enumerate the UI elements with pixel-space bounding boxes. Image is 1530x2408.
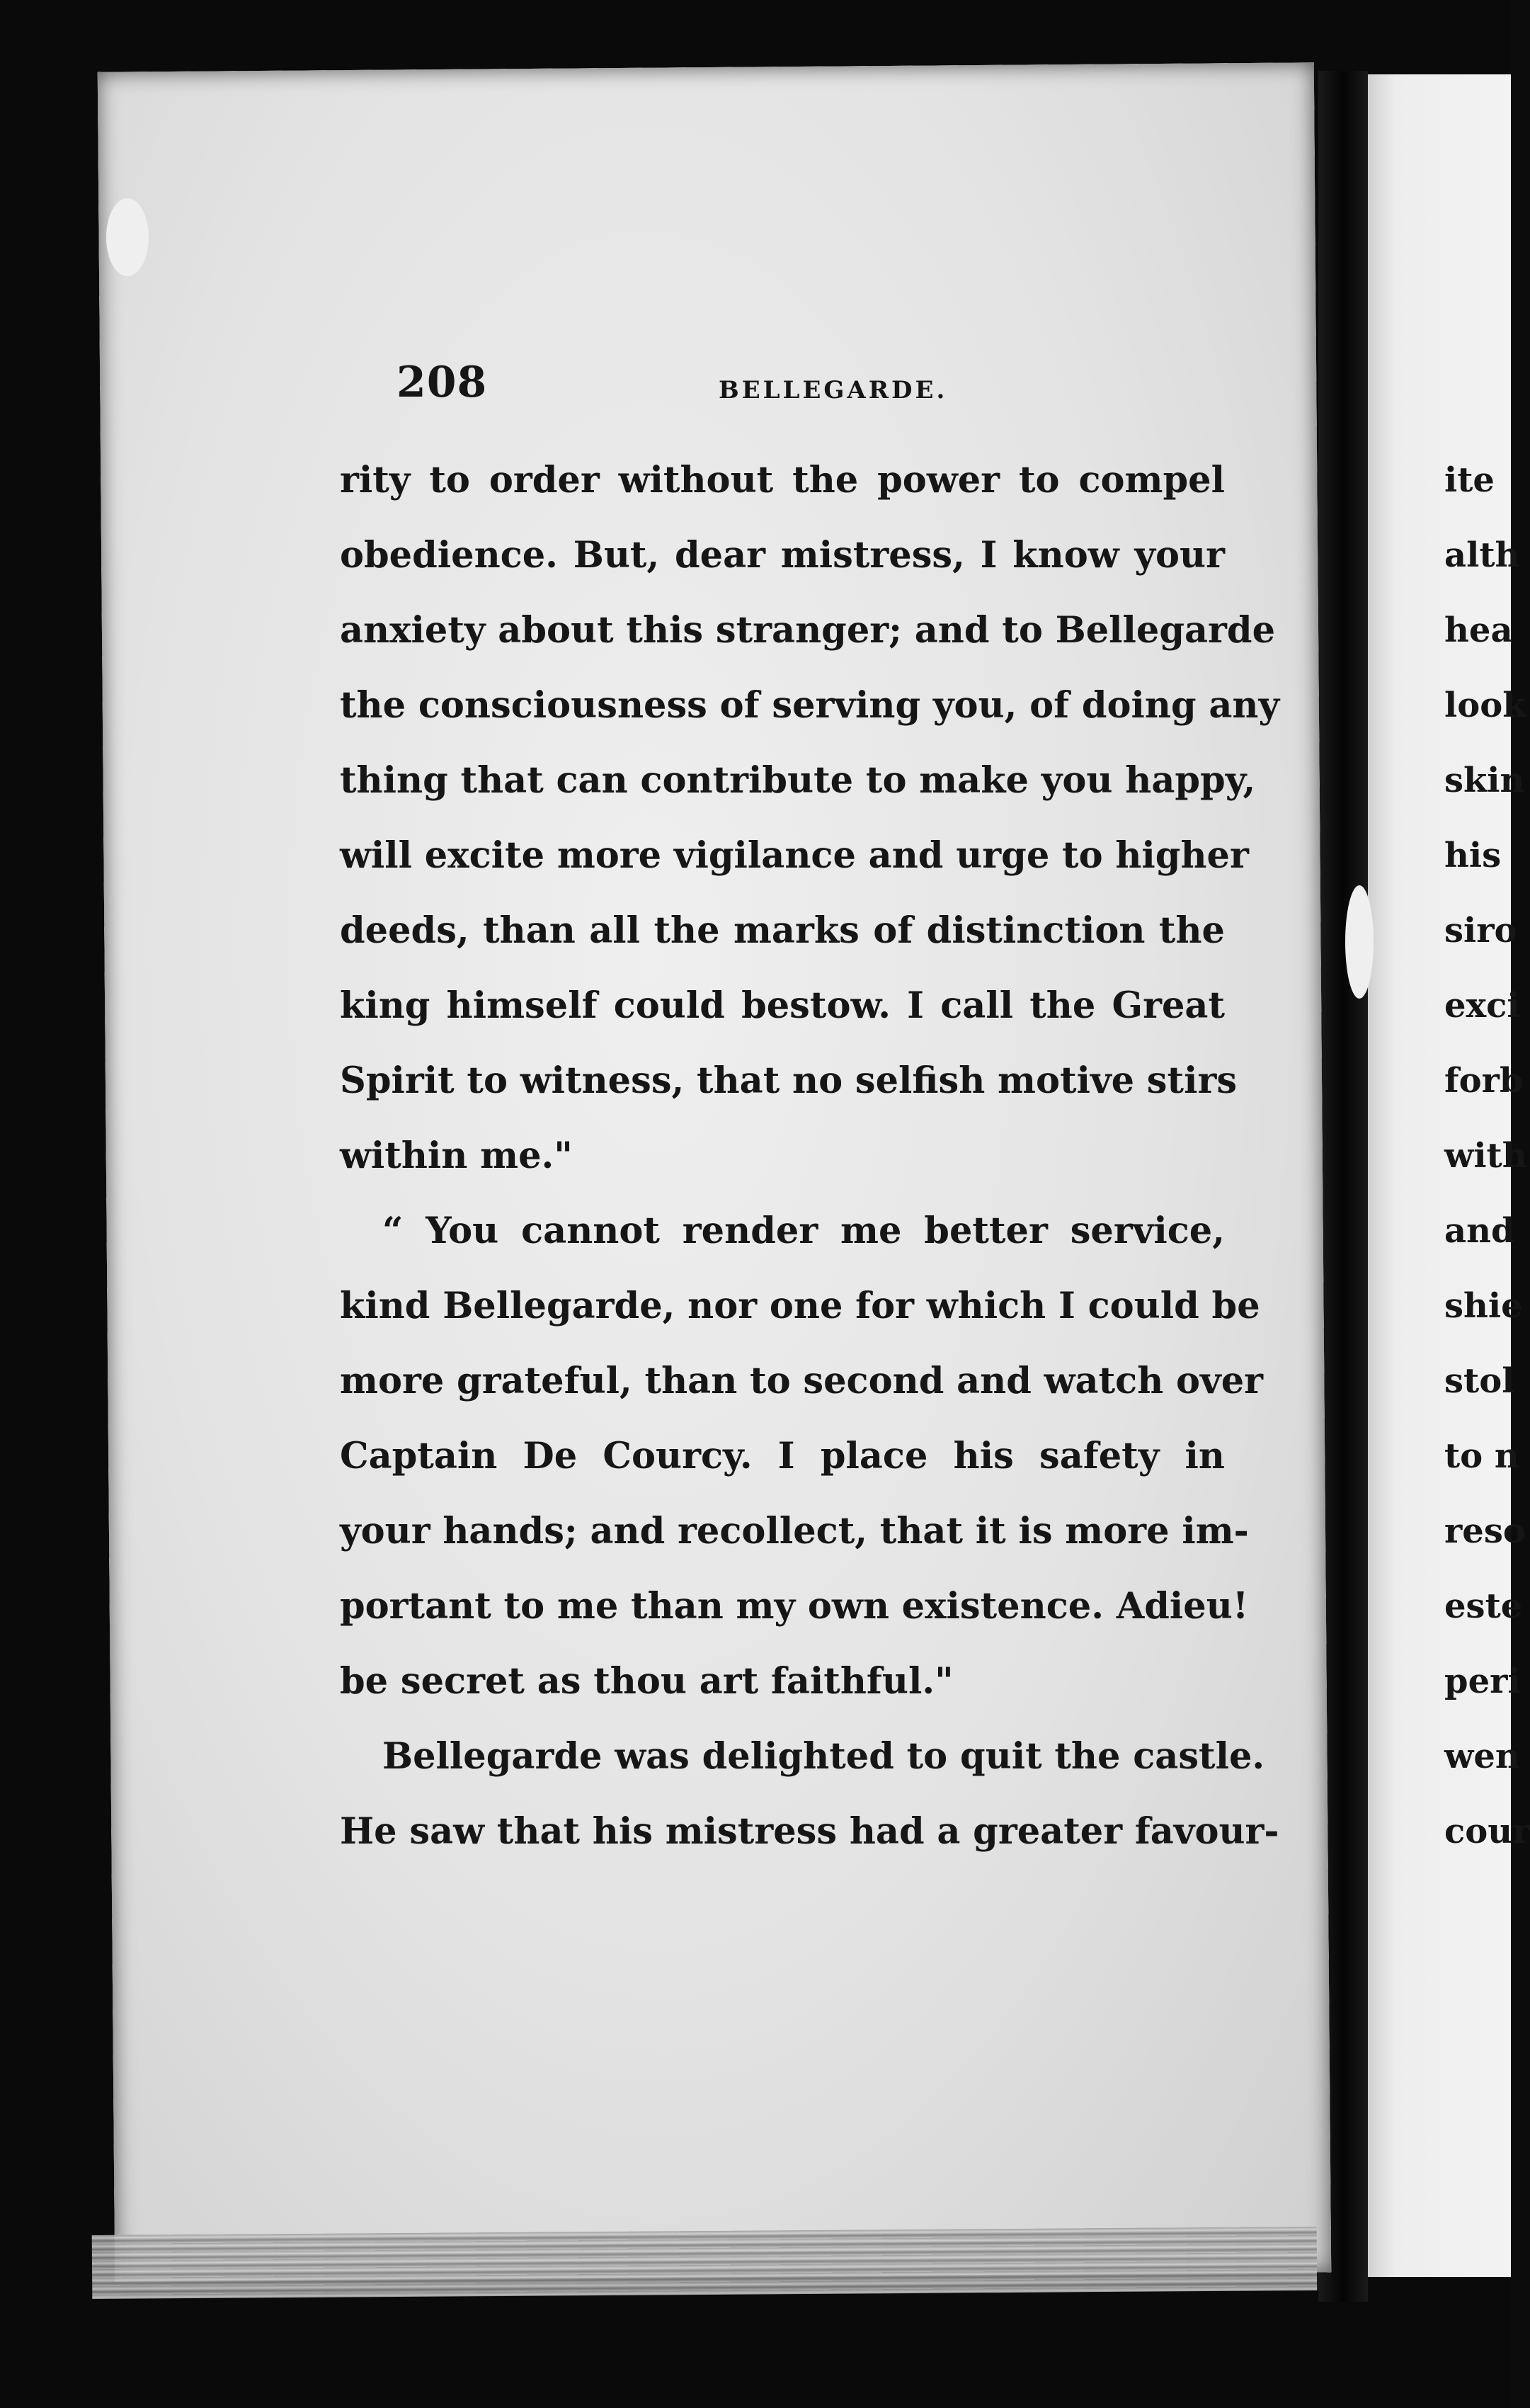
scan-artifact: [106, 198, 149, 276]
text-line: more grateful, than to second and watch over: [340, 1360, 1264, 1402]
page-header: [396, 358, 1246, 414]
facing-page-line: skin: [1444, 761, 1525, 800]
text-line: anxiety about this stranger; and to Bellegarde: [340, 609, 1276, 652]
page-stack-edge: [92, 2227, 1318, 2299]
facing-page-line: peri: [1444, 1662, 1521, 1701]
text-line: your hands; and recollect, that it is more im-: [340, 1510, 1249, 1552]
text-line: He saw that his mistress had a greater favour-: [340, 1810, 1279, 1853]
running-head: BELLEGARDE.: [719, 376, 948, 404]
facing-page-line: and: [1444, 1211, 1515, 1251]
facing-page-line: alth: [1444, 535, 1520, 575]
text-line: Captain De Courcy. I place his safety in: [340, 1435, 1225, 1477]
facing-page-text: [1444, 443, 1530, 1869]
facing-page-line: exci: [1444, 986, 1520, 1026]
text-line: portant to me than my own existence. Adieu!: [340, 1585, 1249, 1628]
facing-page-line: siro: [1444, 911, 1517, 950]
facing-page-line: to n: [1444, 1436, 1519, 1476]
text-line: kind Bellegarde, nor one for which I could be: [340, 1285, 1260, 1327]
text-line: deeds, than all the marks of distinction the: [340, 909, 1225, 952]
body-text: [340, 443, 1289, 1869]
facing-page-line: stol: [1444, 1361, 1515, 1401]
facing-page-line: ite: [1444, 460, 1495, 500]
facing-page-line: reso: [1444, 1511, 1526, 1551]
facing-page-line: hea: [1444, 610, 1513, 650]
scan-artifact: [1345, 885, 1374, 999]
facing-page-line: look: [1444, 686, 1526, 725]
text-line: the consciousness of serving you, of doing any: [340, 684, 1280, 727]
text-line: will excite more vigilance and urge to higher: [340, 834, 1249, 877]
facing-page-line: forb: [1444, 1061, 1524, 1101]
facing-page-line: his: [1444, 836, 1502, 875]
text-line: Bellegarde was delighted to quit the castle.: [382, 1735, 1265, 1778]
text-line: “ You cannot render me better service,: [382, 1210, 1225, 1252]
text-line: thing that can contribute to make you happy,: [340, 759, 1256, 802]
text-line: king himself could bestow. I call the Great: [340, 984, 1225, 1027]
text-line: be secret as thou art faithful.": [340, 1660, 954, 1703]
text-line: rity to order without the power to compel: [340, 459, 1225, 501]
page-number: 208: [396, 358, 488, 407]
text-line: within me.": [340, 1135, 573, 1177]
facing-page-line: cour: [1444, 1812, 1530, 1851]
facing-page-line: wen: [1444, 1737, 1520, 1776]
text-line: Spirit to witness, that no selfish motive stirs: [340, 1060, 1238, 1102]
facing-page-line: este: [1444, 1586, 1523, 1626]
facing-page-line: shie: [1444, 1286, 1523, 1326]
text-line: obedience. But, dear mistress, I know your: [340, 534, 1225, 577]
facing-page-line: with: [1444, 1136, 1527, 1176]
